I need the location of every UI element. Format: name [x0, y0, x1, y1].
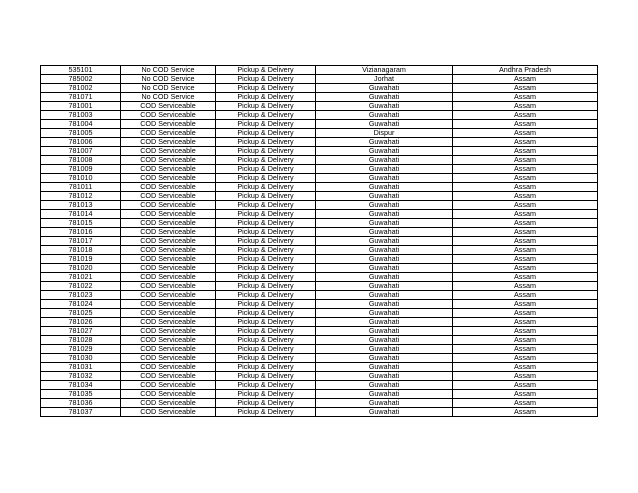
state-cell: Assam	[453, 408, 598, 417]
table-row	[41, 129, 598, 138]
pincode-cell: 781036	[41, 399, 121, 408]
pincode-cell: 781011	[41, 183, 121, 192]
state-cell: Assam	[453, 174, 598, 183]
city-cell: Guwahati	[316, 147, 453, 156]
table-row	[41, 75, 598, 84]
pincode-cell: 781010	[41, 174, 121, 183]
table-row	[41, 210, 598, 219]
city-cell: Guwahati	[316, 399, 453, 408]
state-cell: Assam	[453, 147, 598, 156]
cod-status-cell: COD Serviceable	[121, 390, 216, 399]
pincode-cell: 781014	[41, 210, 121, 219]
city-cell: Guwahati	[316, 84, 453, 93]
state-cell: Assam	[453, 75, 598, 84]
cod-status-cell: COD Serviceable	[121, 408, 216, 417]
table-row	[41, 102, 598, 111]
state-cell: Assam	[453, 246, 598, 255]
city-cell: Guwahati	[316, 210, 453, 219]
cod-status-cell: No COD Service	[121, 93, 216, 102]
state-cell: Assam	[453, 264, 598, 273]
cod-status-cell: COD Serviceable	[121, 381, 216, 390]
city-cell: Guwahati	[316, 228, 453, 237]
cod-status-cell: COD Serviceable	[121, 228, 216, 237]
service-type-cell: Pickup & Delivery	[216, 336, 316, 345]
city-cell: Guwahati	[316, 381, 453, 390]
city-cell: Guwahati	[316, 372, 453, 381]
city-cell: Guwahati	[316, 138, 453, 147]
city-cell: Guwahati	[316, 93, 453, 102]
city-cell: Guwahati	[316, 102, 453, 111]
service-type-cell: Pickup & Delivery	[216, 165, 316, 174]
city-cell: Vizianagaram	[316, 66, 453, 75]
pincode-cell: 781007	[41, 147, 121, 156]
state-cell: Assam	[453, 255, 598, 264]
state-cell: Assam	[453, 390, 598, 399]
service-type-cell: Pickup & Delivery	[216, 75, 316, 84]
service-type-cell: Pickup & Delivery	[216, 255, 316, 264]
service-type-cell: Pickup & Delivery	[216, 237, 316, 246]
pincode-cell: 781037	[41, 408, 121, 417]
state-cell: Assam	[453, 120, 598, 129]
table-row	[41, 318, 598, 327]
service-type-cell: Pickup & Delivery	[216, 390, 316, 399]
cod-status-cell: COD Serviceable	[121, 192, 216, 201]
cod-status-cell: COD Serviceable	[121, 129, 216, 138]
cod-status-cell: COD Serviceable	[121, 219, 216, 228]
service-type-cell: Pickup & Delivery	[216, 381, 316, 390]
pincode-cell: 781016	[41, 228, 121, 237]
cod-status-cell: COD Serviceable	[121, 255, 216, 264]
table-row	[41, 120, 598, 129]
service-type-cell: Pickup & Delivery	[216, 120, 316, 129]
pincode-cell: 781021	[41, 273, 121, 282]
cod-status-cell: COD Serviceable	[121, 345, 216, 354]
pincode-cell: 781012	[41, 192, 121, 201]
service-type-cell: Pickup & Delivery	[216, 219, 316, 228]
cod-status-cell: COD Serviceable	[121, 354, 216, 363]
table-row	[41, 156, 598, 165]
city-cell: Guwahati	[316, 219, 453, 228]
state-cell: Assam	[453, 93, 598, 102]
pincode-table	[40, 65, 598, 417]
cod-status-cell: COD Serviceable	[121, 327, 216, 336]
table-row	[41, 381, 598, 390]
city-cell: Guwahati	[316, 318, 453, 327]
service-type-cell: Pickup & Delivery	[216, 174, 316, 183]
city-cell: Guwahati	[316, 309, 453, 318]
pincode-cell: 781006	[41, 138, 121, 147]
service-type-cell: Pickup & Delivery	[216, 183, 316, 192]
state-cell: Assam	[453, 183, 598, 192]
service-type-cell: Pickup & Delivery	[216, 66, 316, 75]
cod-status-cell: COD Serviceable	[121, 264, 216, 273]
state-cell: Assam	[453, 201, 598, 210]
pincode-cell: 781008	[41, 156, 121, 165]
pincode-cell: 781019	[41, 255, 121, 264]
state-cell: Assam	[453, 345, 598, 354]
table-row	[41, 282, 598, 291]
state-cell: Assam	[453, 192, 598, 201]
service-type-cell: Pickup & Delivery	[216, 264, 316, 273]
service-type-cell: Pickup & Delivery	[216, 102, 316, 111]
city-cell: Guwahati	[316, 201, 453, 210]
cod-status-cell: COD Serviceable	[121, 399, 216, 408]
pincode-cell: 781035	[41, 390, 121, 399]
city-cell: Guwahati	[316, 246, 453, 255]
table-row	[41, 219, 598, 228]
city-cell: Guwahati	[316, 390, 453, 399]
city-cell: Guwahati	[316, 183, 453, 192]
cod-status-cell: COD Serviceable	[121, 291, 216, 300]
pincode-cell: 781030	[41, 354, 121, 363]
pincode-cell: 781029	[41, 345, 121, 354]
pincode-cell: 781017	[41, 237, 121, 246]
state-cell: Assam	[453, 84, 598, 93]
city-cell: Guwahati	[316, 264, 453, 273]
table-row	[41, 174, 598, 183]
table-row	[41, 273, 598, 282]
table-body	[41, 66, 598, 417]
cod-status-cell: COD Serviceable	[121, 174, 216, 183]
service-type-cell: Pickup & Delivery	[216, 246, 316, 255]
state-cell: Assam	[453, 327, 598, 336]
state-cell: Assam	[453, 165, 598, 174]
cod-status-cell: COD Serviceable	[121, 102, 216, 111]
pincode-cell: 781002	[41, 84, 121, 93]
table-row	[41, 372, 598, 381]
table-row	[41, 147, 598, 156]
state-cell: Assam	[453, 156, 598, 165]
cod-status-cell: COD Serviceable	[121, 111, 216, 120]
cod-status-cell: COD Serviceable	[121, 273, 216, 282]
table-row	[41, 264, 598, 273]
city-cell: Guwahati	[316, 336, 453, 345]
table-row	[41, 111, 598, 120]
cod-status-cell: COD Serviceable	[121, 201, 216, 210]
cod-status-cell: No COD Service	[121, 66, 216, 75]
service-type-cell: Pickup & Delivery	[216, 318, 316, 327]
state-cell: Assam	[453, 354, 598, 363]
table-row	[41, 138, 598, 147]
table-row	[41, 201, 598, 210]
city-cell: Guwahati	[316, 255, 453, 264]
city-cell: Guwahati	[316, 327, 453, 336]
table-row	[41, 246, 598, 255]
pincode-cell: 781032	[41, 372, 121, 381]
city-cell: Guwahati	[316, 156, 453, 165]
state-cell: Assam	[453, 228, 598, 237]
city-cell: Guwahati	[316, 165, 453, 174]
pincode-cell: 781071	[41, 93, 121, 102]
table-row	[41, 408, 598, 417]
state-cell: Assam	[453, 309, 598, 318]
service-type-cell: Pickup & Delivery	[216, 129, 316, 138]
service-type-cell: Pickup & Delivery	[216, 210, 316, 219]
state-cell: Assam	[453, 138, 598, 147]
service-type-cell: Pickup & Delivery	[216, 300, 316, 309]
pincode-cell: 781003	[41, 111, 121, 120]
city-cell: Dispur	[316, 129, 453, 138]
city-cell: Guwahati	[316, 345, 453, 354]
state-cell: Assam	[453, 300, 598, 309]
cod-status-cell: COD Serviceable	[121, 165, 216, 174]
service-type-cell: Pickup & Delivery	[216, 201, 316, 210]
cod-status-cell: COD Serviceable	[121, 372, 216, 381]
city-cell: Guwahati	[316, 363, 453, 372]
table-row	[41, 309, 598, 318]
table-row	[41, 336, 598, 345]
city-cell: Guwahati	[316, 408, 453, 417]
state-cell: Assam	[453, 102, 598, 111]
table-row	[41, 192, 598, 201]
table-row	[41, 165, 598, 174]
city-cell: Guwahati	[316, 111, 453, 120]
city-cell: Guwahati	[316, 192, 453, 201]
pincode-cell: 781013	[41, 201, 121, 210]
city-cell: Guwahati	[316, 354, 453, 363]
city-cell: Guwahati	[316, 291, 453, 300]
state-cell: Assam	[453, 129, 598, 138]
state-cell: Assam	[453, 372, 598, 381]
state-cell: Assam	[453, 291, 598, 300]
cod-status-cell: COD Serviceable	[121, 246, 216, 255]
cod-status-cell: COD Serviceable	[121, 156, 216, 165]
service-type-cell: Pickup & Delivery	[216, 345, 316, 354]
pincode-cell: 781031	[41, 363, 121, 372]
cod-status-cell: COD Serviceable	[121, 147, 216, 156]
service-type-cell: Pickup & Delivery	[216, 291, 316, 300]
pincode-cell: 781022	[41, 282, 121, 291]
service-type-cell: Pickup & Delivery	[216, 309, 316, 318]
table-row	[41, 237, 598, 246]
state-cell: Assam	[453, 237, 598, 246]
cod-status-cell: COD Serviceable	[121, 210, 216, 219]
table-row	[41, 363, 598, 372]
pincode-cell: 781009	[41, 165, 121, 174]
cod-status-cell: COD Serviceable	[121, 282, 216, 291]
state-cell: Assam	[453, 210, 598, 219]
city-cell: Guwahati	[316, 273, 453, 282]
cod-status-cell: No COD Service	[121, 75, 216, 84]
state-cell: Assam	[453, 399, 598, 408]
table-row	[41, 255, 598, 264]
service-type-cell: Pickup & Delivery	[216, 399, 316, 408]
cod-status-cell: COD Serviceable	[121, 183, 216, 192]
service-type-cell: Pickup & Delivery	[216, 192, 316, 201]
pincode-cell: 535101	[41, 66, 121, 75]
table-row	[41, 183, 598, 192]
pincode-cell: 781018	[41, 246, 121, 255]
cod-status-cell: COD Serviceable	[121, 309, 216, 318]
cod-status-cell: COD Serviceable	[121, 363, 216, 372]
city-cell: Jorhat	[316, 75, 453, 84]
service-type-cell: Pickup & Delivery	[216, 111, 316, 120]
pincode-cell: 781027	[41, 327, 121, 336]
pincode-cell: 781015	[41, 219, 121, 228]
table-row	[41, 390, 598, 399]
cod-status-cell: No COD Service	[121, 84, 216, 93]
cod-status-cell: COD Serviceable	[121, 336, 216, 345]
table-row	[41, 93, 598, 102]
pincode-cell: 781020	[41, 264, 121, 273]
service-type-cell: Pickup & Delivery	[216, 147, 316, 156]
pincode-cell: 785002	[41, 75, 121, 84]
city-cell: Guwahati	[316, 282, 453, 291]
city-cell: Guwahati	[316, 174, 453, 183]
state-cell: Assam	[453, 363, 598, 372]
service-type-cell: Pickup & Delivery	[216, 138, 316, 147]
state-cell: Assam	[453, 318, 598, 327]
table-row	[41, 300, 598, 309]
state-cell: Assam	[453, 273, 598, 282]
service-type-cell: Pickup & Delivery	[216, 408, 316, 417]
service-type-cell: Pickup & Delivery	[216, 84, 316, 93]
table-row	[41, 354, 598, 363]
service-type-cell: Pickup & Delivery	[216, 372, 316, 381]
table-row	[41, 84, 598, 93]
pincode-cell: 781026	[41, 318, 121, 327]
service-type-cell: Pickup & Delivery	[216, 282, 316, 291]
state-cell: Assam	[453, 381, 598, 390]
state-cell: Assam	[453, 219, 598, 228]
pincode-cell: 781028	[41, 336, 121, 345]
state-cell: Assam	[453, 336, 598, 345]
state-cell: Andhra Pradesh	[453, 66, 598, 75]
table-row	[41, 399, 598, 408]
pincode-cell: 781025	[41, 309, 121, 318]
table-row	[41, 66, 598, 75]
table-row	[41, 291, 598, 300]
table-row	[41, 327, 598, 336]
state-cell: Assam	[453, 282, 598, 291]
pincode-cell: 781023	[41, 291, 121, 300]
service-type-cell: Pickup & Delivery	[216, 93, 316, 102]
pincode-cell: 781005	[41, 129, 121, 138]
cod-status-cell: COD Serviceable	[121, 237, 216, 246]
pincode-cell: 781034	[41, 381, 121, 390]
service-type-cell: Pickup & Delivery	[216, 156, 316, 165]
service-type-cell: Pickup & Delivery	[216, 363, 316, 372]
cod-status-cell: COD Serviceable	[121, 318, 216, 327]
city-cell: Guwahati	[316, 300, 453, 309]
table-row	[41, 228, 598, 237]
service-type-cell: Pickup & Delivery	[216, 228, 316, 237]
cod-status-cell: COD Serviceable	[121, 300, 216, 309]
service-type-cell: Pickup & Delivery	[216, 354, 316, 363]
pincode-cell: 781001	[41, 102, 121, 111]
service-type-cell: Pickup & Delivery	[216, 273, 316, 282]
pincode-cell: 781024	[41, 300, 121, 309]
cod-status-cell: COD Serviceable	[121, 138, 216, 147]
city-cell: Guwahati	[316, 120, 453, 129]
state-cell: Assam	[453, 111, 598, 120]
pincode-cell: 781004	[41, 120, 121, 129]
cod-status-cell: COD Serviceable	[121, 120, 216, 129]
service-type-cell: Pickup & Delivery	[216, 327, 316, 336]
city-cell: Guwahati	[316, 237, 453, 246]
table-row	[41, 345, 598, 354]
